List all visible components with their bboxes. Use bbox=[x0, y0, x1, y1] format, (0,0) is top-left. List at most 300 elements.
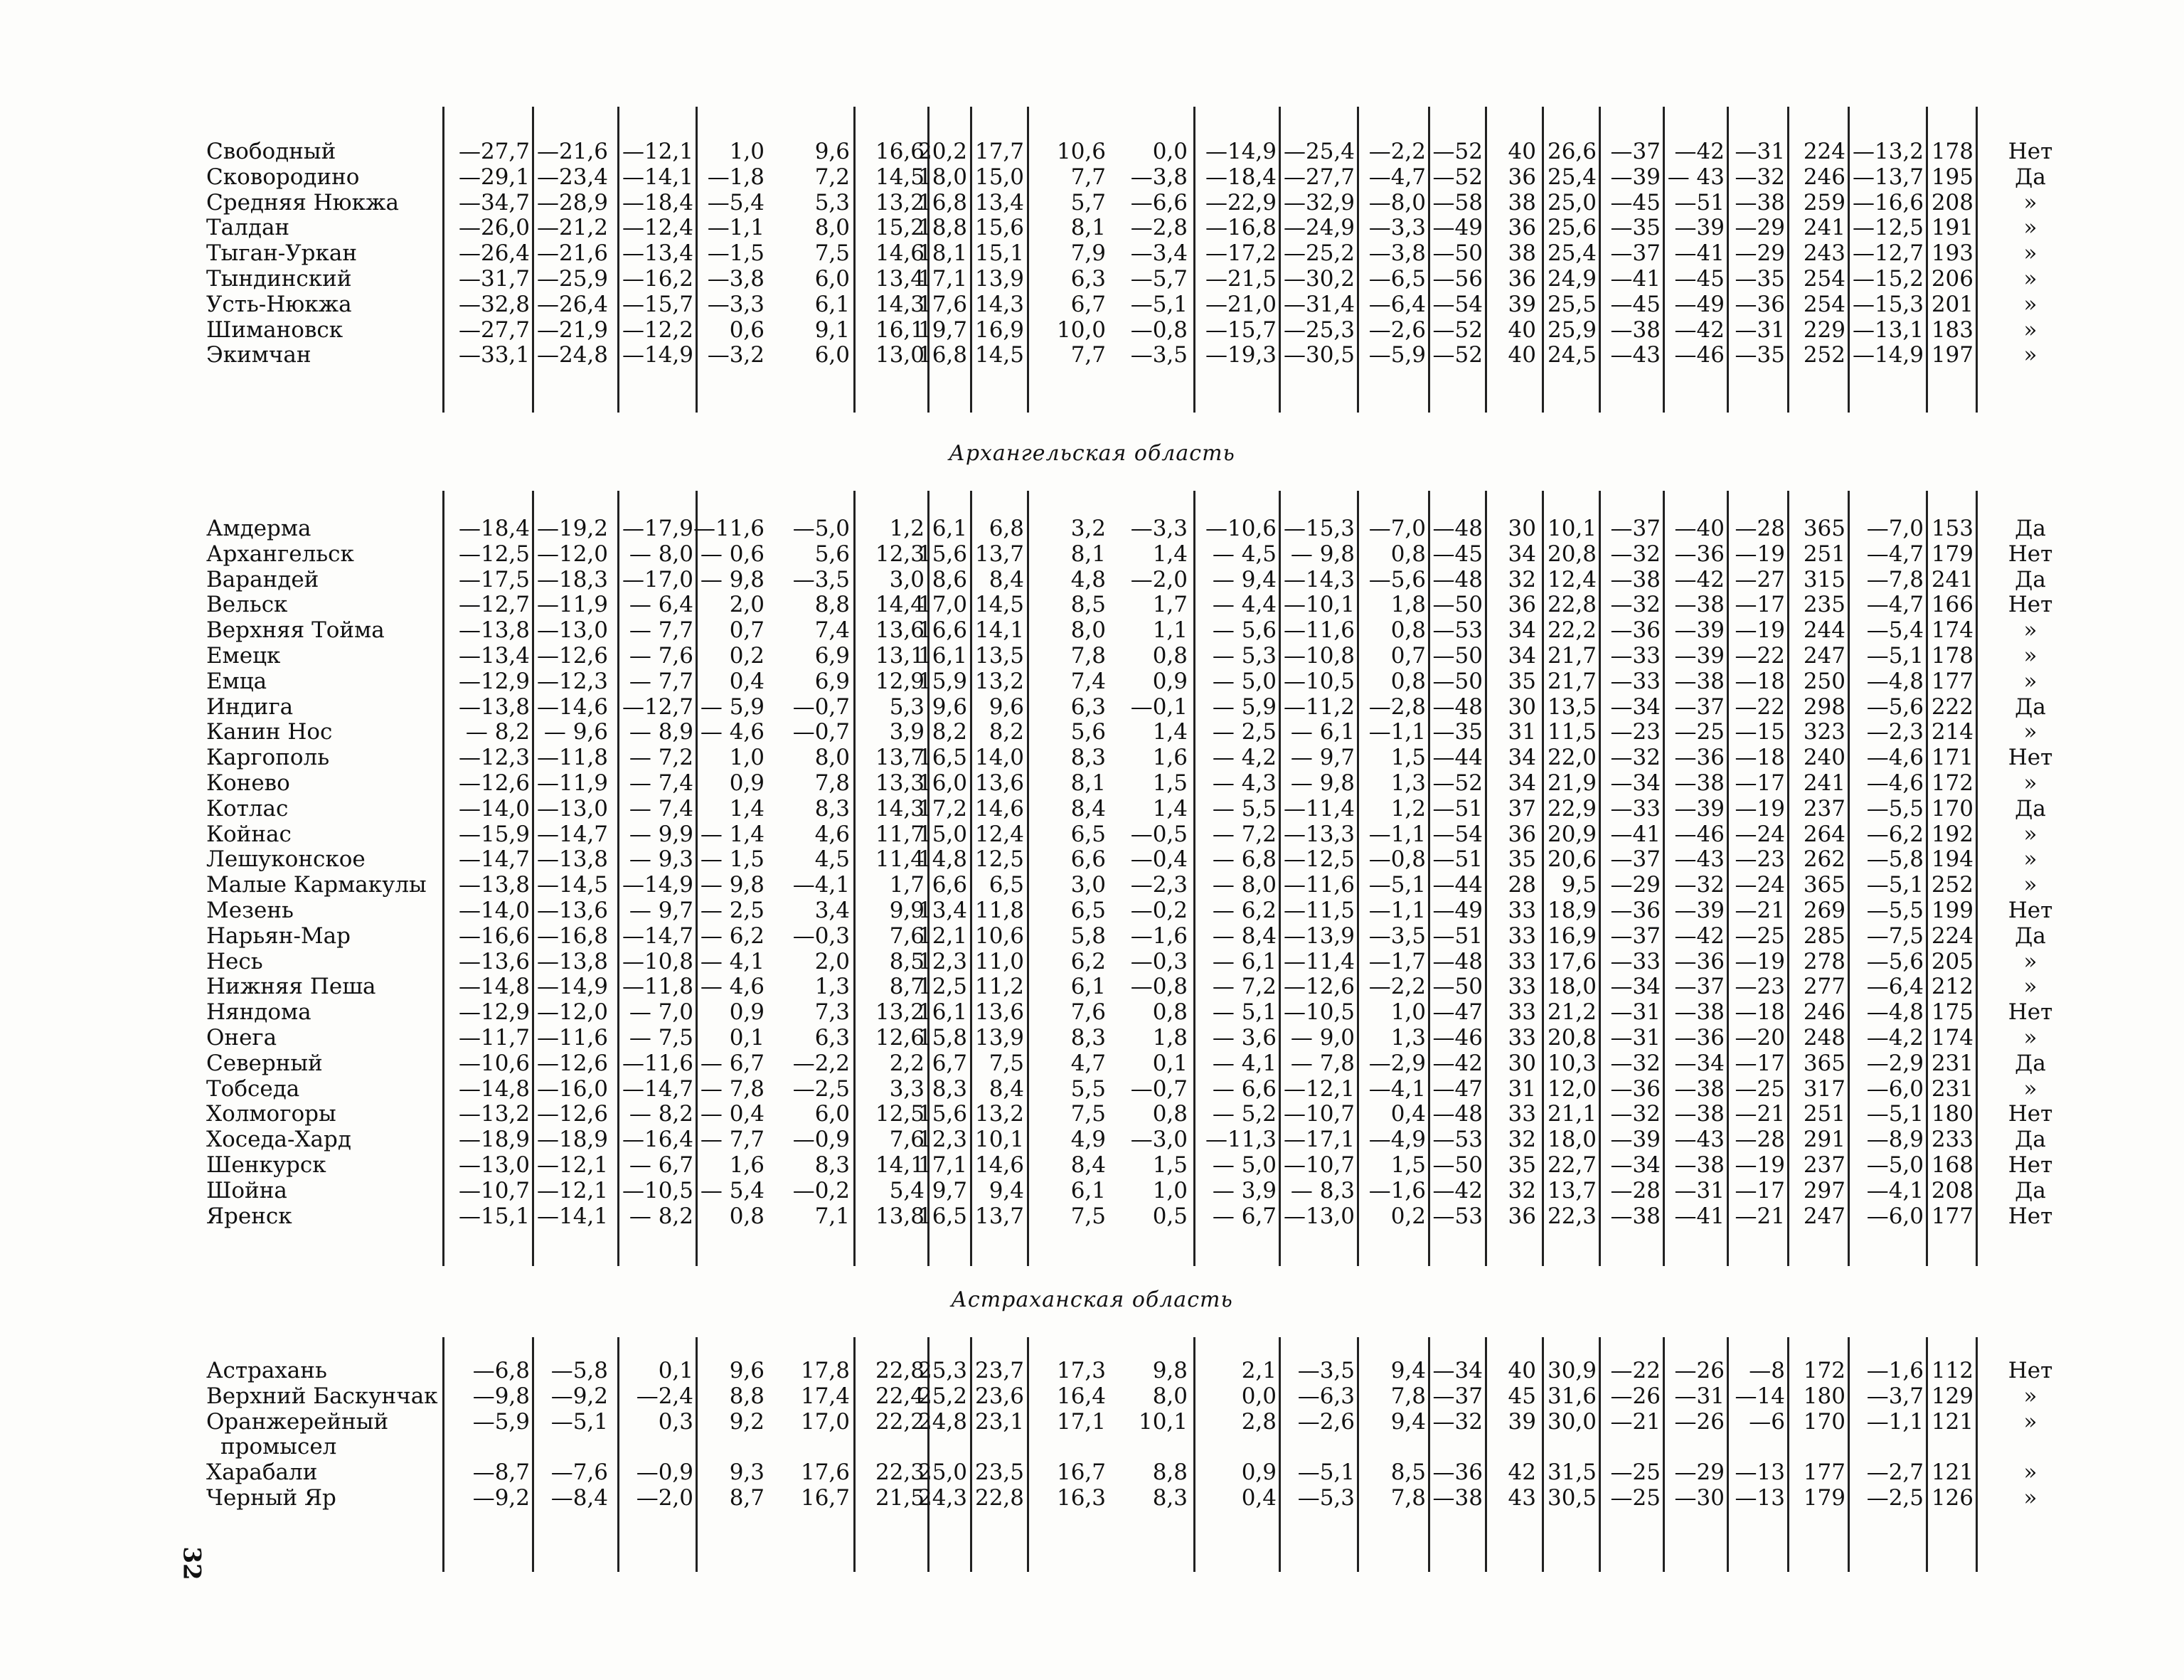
table-cell: —11,6 bbox=[693, 516, 765, 541]
table-cell: 11,8 bbox=[974, 898, 1024, 923]
table-row bbox=[0, 1486, 2184, 1511]
table-cell: 12,5 bbox=[875, 1101, 925, 1127]
table-cell: 9,7 bbox=[932, 1177, 967, 1203]
table-cell: 178 bbox=[1931, 139, 1973, 164]
table-cell: —6,6 bbox=[1130, 189, 1188, 216]
table-cell: — 4,3 bbox=[1212, 770, 1277, 796]
table-cell: 40 bbox=[1508, 1358, 1536, 1383]
table-cell: 251 bbox=[1803, 1101, 1845, 1127]
table-cell: — 7,7 bbox=[700, 1127, 765, 1153]
table-cell: 6,9 bbox=[814, 643, 850, 669]
table-cell: 7,9 bbox=[1070, 240, 1106, 267]
table-cell: —12,6 bbox=[458, 770, 530, 796]
table-cell: 9,9 bbox=[889, 898, 925, 923]
table-cell: 8,4 bbox=[989, 566, 1024, 592]
table-cell: —12,6 bbox=[536, 643, 608, 669]
table-cell: —38 bbox=[1610, 317, 1661, 343]
table-cell: 0,2 bbox=[1390, 1203, 1426, 1229]
table-cell: —17,5 bbox=[458, 566, 530, 592]
table-cell: — 5,4 bbox=[700, 1177, 765, 1203]
table-cell: 32 bbox=[1508, 566, 1536, 592]
table-cell: 1,7 bbox=[889, 872, 925, 898]
table-cell: —5,8 bbox=[1866, 846, 1924, 873]
table-cell: —25 bbox=[1735, 1075, 1785, 1102]
table-cell: —53 bbox=[1432, 617, 1483, 644]
table-cell: —14,9 bbox=[622, 342, 693, 368]
table-cell: —3,5 bbox=[1368, 923, 1426, 949]
table-row bbox=[0, 1127, 2184, 1152]
table-cell: —6,2 bbox=[1866, 821, 1924, 847]
table-cell: 166 bbox=[1931, 592, 1973, 618]
table-cell: —50 bbox=[1432, 240, 1483, 267]
table-cell: 9,6 bbox=[932, 693, 967, 720]
table-cell: 192 bbox=[1931, 821, 1973, 847]
table-cell: — 7,4 bbox=[629, 795, 693, 822]
table-cell: —22,9 bbox=[1205, 189, 1277, 216]
table-cell: —12,3 bbox=[458, 745, 530, 771]
table-cell: 15,6 bbox=[917, 541, 967, 567]
station-name: Конево bbox=[206, 770, 290, 796]
table-cell: 12,3 bbox=[917, 948, 967, 974]
table-cell: —4,6 bbox=[1866, 745, 1924, 771]
table-cell: —15,7 bbox=[622, 291, 693, 317]
table-cell: — 7,5 bbox=[629, 1025, 693, 1051]
table-cell: —2,6 bbox=[1368, 317, 1426, 343]
table-cell: —14,7 bbox=[622, 923, 693, 949]
station-name: Верхний Баскунчак bbox=[206, 1383, 438, 1409]
table-cell: —8,9 bbox=[1866, 1127, 1924, 1153]
table-row bbox=[0, 873, 2184, 898]
table-cell: —30,5 bbox=[1283, 342, 1355, 368]
table-cell: —5,1 bbox=[1866, 872, 1924, 898]
table-cell: —13,0 bbox=[536, 795, 608, 822]
table-cell: —36 bbox=[1610, 617, 1661, 644]
table-cell: 13,5 bbox=[974, 643, 1024, 669]
table-cell: —2,3 bbox=[1130, 872, 1188, 898]
table-cell: 0,8 bbox=[1390, 541, 1426, 567]
table-cell: 179 bbox=[1931, 541, 1973, 567]
table-cell: — 4,4 bbox=[1212, 592, 1277, 618]
table-cell: —50 bbox=[1432, 1152, 1483, 1178]
table-cell: 16,0 bbox=[917, 770, 967, 796]
table-cell: —9,2 bbox=[472, 1485, 530, 1511]
table-cell: Нет bbox=[2008, 1203, 2053, 1229]
table-cell: —44 bbox=[1432, 745, 1483, 771]
table-row bbox=[0, 241, 2184, 266]
table-cell: — 9,7 bbox=[629, 898, 693, 923]
table-cell: 1,6 bbox=[1152, 745, 1188, 771]
table-cell: —47 bbox=[1432, 1075, 1483, 1102]
table-cell: —12,6 bbox=[1283, 974, 1355, 1000]
table-row bbox=[0, 1000, 2184, 1025]
table-cell: 9,6 bbox=[989, 693, 1024, 720]
table-cell: 11,4 bbox=[875, 846, 925, 873]
table-cell: » bbox=[2023, 643, 2037, 669]
station-name: Койнас bbox=[206, 821, 292, 847]
station-name: Малые Кармакулы bbox=[206, 872, 427, 898]
table-cell: —6 bbox=[1749, 1408, 1785, 1435]
table-cell: —43 bbox=[1674, 846, 1725, 873]
table-cell: —4,1 bbox=[1866, 1177, 1924, 1203]
table-cell: 1,3 bbox=[1390, 770, 1426, 796]
table-cell: —31,7 bbox=[458, 266, 530, 292]
station-name: Усть-Нюкжа bbox=[206, 291, 352, 317]
table-cell: — 6,7 bbox=[700, 1050, 765, 1076]
table-cell: 175 bbox=[1931, 999, 1973, 1026]
table-row bbox=[0, 618, 2184, 643]
table-cell: 241 bbox=[1931, 566, 1973, 592]
table-cell: 22,3 bbox=[1547, 1203, 1597, 1229]
table-cell: —39 bbox=[1610, 1127, 1661, 1153]
table-cell: 17,6 bbox=[1547, 948, 1597, 974]
table-cell: —22 bbox=[1735, 643, 1785, 669]
table-cell: —19 bbox=[1735, 1152, 1785, 1178]
table-cell: 14,0 bbox=[974, 745, 1024, 771]
table-row bbox=[0, 1204, 2184, 1229]
table-cell: —15 bbox=[1735, 719, 1785, 745]
table-cell: —21,5 bbox=[1205, 266, 1277, 292]
table-cell: 6,3 bbox=[814, 1025, 850, 1051]
table-cell: —14,8 bbox=[458, 1075, 530, 1102]
table-cell: —17,2 bbox=[1205, 240, 1277, 267]
table-cell: —4,7 bbox=[1866, 592, 1924, 618]
table-cell: 2,0 bbox=[814, 948, 850, 974]
table-cell: 277 bbox=[1803, 974, 1845, 1000]
table-cell: — 5,1 bbox=[1212, 999, 1277, 1026]
table-cell: 5,8 bbox=[1070, 923, 1106, 949]
table-cell: —1,1 bbox=[1368, 821, 1426, 847]
table-cell: —12,5 bbox=[1852, 215, 1924, 241]
table-cell: 38 bbox=[1508, 240, 1536, 267]
table-cell: 35 bbox=[1508, 668, 1536, 694]
table-cell: 0,3 bbox=[658, 1408, 693, 1435]
table-cell: 40 bbox=[1508, 342, 1536, 368]
table-cell: —21,0 bbox=[1205, 291, 1277, 317]
table-cell: 3,9 bbox=[889, 719, 925, 745]
table-cell: 12,4 bbox=[1547, 566, 1597, 592]
table-row bbox=[0, 267, 2184, 292]
table-cell: 15,0 bbox=[917, 821, 967, 847]
table-cell: 174 bbox=[1931, 617, 1973, 644]
table-cell: 243 bbox=[1803, 240, 1845, 267]
table-cell: 0,1 bbox=[729, 1025, 765, 1051]
station-name: Экимчан bbox=[206, 342, 311, 368]
table-cell: — 1,4 bbox=[700, 821, 765, 847]
table-cell: » bbox=[2023, 240, 2037, 267]
table-cell: —21,6 bbox=[536, 139, 608, 164]
table-cell: —9,2 bbox=[550, 1383, 608, 1409]
table-cell: 194 bbox=[1931, 846, 1973, 873]
table-cell: — 4,6 bbox=[700, 974, 765, 1000]
table-cell: 13,4 bbox=[917, 898, 967, 923]
table-cell: 172 bbox=[1931, 770, 1973, 796]
table-cell: » bbox=[2023, 291, 2037, 317]
table-cell: —14,9 bbox=[1205, 139, 1277, 164]
table-cell: 1,0 bbox=[1390, 999, 1426, 1026]
table-cell: 32 bbox=[1508, 1177, 1536, 1203]
table-cell: 17,7 bbox=[974, 139, 1024, 164]
table-cell: —4,7 bbox=[1368, 164, 1426, 190]
table-cell: —6,8 bbox=[472, 1358, 530, 1383]
table-cell: — 7,2 bbox=[1212, 821, 1277, 847]
table-cell: 1,5 bbox=[1152, 1152, 1188, 1178]
table-cell: 31 bbox=[1508, 1075, 1536, 1102]
table-cell: 8,7 bbox=[729, 1485, 765, 1511]
table-cell: —6,0 bbox=[1866, 1075, 1924, 1102]
table-cell: —5,4 bbox=[1866, 617, 1924, 644]
table-row bbox=[0, 669, 2184, 694]
table-cell: 1,8 bbox=[1390, 592, 1426, 618]
table-cell: —41 bbox=[1674, 1203, 1725, 1229]
table-cell: —13,0 bbox=[458, 1152, 530, 1178]
table-cell: 14,6 bbox=[875, 240, 925, 267]
table-cell: —19 bbox=[1735, 541, 1785, 567]
table-cell: 17,1 bbox=[1056, 1408, 1106, 1435]
table-cell: 30,0 bbox=[1547, 1408, 1597, 1435]
table-cell: 17,1 bbox=[917, 1152, 967, 1178]
table-cell: 17,2 bbox=[917, 795, 967, 822]
table-cell: 252 bbox=[1931, 872, 1973, 898]
table-cell: 21,9 bbox=[1547, 770, 1597, 796]
table-cell: —25 bbox=[1610, 1460, 1661, 1486]
table-cell: 6,5 bbox=[989, 872, 1024, 898]
table-cell: 0,9 bbox=[729, 770, 765, 796]
table-cell: 12,3 bbox=[875, 541, 925, 567]
table-cell: — 5,9 bbox=[700, 693, 765, 720]
table-cell: —46 bbox=[1432, 1025, 1483, 1051]
table-cell: —17 bbox=[1735, 1050, 1785, 1076]
table-cell: 22,8 bbox=[1547, 592, 1597, 618]
table-cell: 224 bbox=[1931, 923, 1973, 949]
table-cell: 16,8 bbox=[917, 342, 967, 368]
station-name: Амдерма bbox=[206, 516, 311, 541]
table-cell: 11,2 bbox=[974, 974, 1024, 1000]
table-cell: 17,6 bbox=[917, 291, 967, 317]
table-cell: —11,2 bbox=[1283, 693, 1355, 720]
table-cell: —2,2 bbox=[792, 1050, 850, 1076]
table-cell: » bbox=[2023, 342, 2037, 368]
table-cell: 24,9 bbox=[1547, 266, 1597, 292]
table-cell: 33 bbox=[1508, 1025, 1536, 1051]
table-cell: —13,7 bbox=[1852, 164, 1924, 190]
table-cell: —0,3 bbox=[1130, 948, 1188, 974]
table-cell: 126 bbox=[1931, 1485, 1973, 1511]
table-cell: —34,7 bbox=[458, 189, 530, 216]
table-cell: —17 bbox=[1735, 1177, 1785, 1203]
table-cell: —11,6 bbox=[1283, 872, 1355, 898]
table-cell: 6,9 bbox=[814, 668, 850, 694]
table-cell: —5,7 bbox=[1130, 266, 1188, 292]
table-cell: 195 bbox=[1931, 164, 1973, 190]
table-cell: — 7,7 bbox=[629, 617, 693, 644]
table-cell: 34 bbox=[1508, 617, 1536, 644]
table-cell: 222 bbox=[1931, 693, 1973, 720]
table-row bbox=[0, 1410, 2184, 1435]
table-cell: 6,5 bbox=[1070, 898, 1106, 923]
table-row bbox=[0, 139, 2184, 164]
table-cell: 1,6 bbox=[729, 1152, 765, 1178]
table-cell: — 5,0 bbox=[1212, 1152, 1277, 1178]
table-cell: —46 bbox=[1674, 821, 1725, 847]
table-cell: —19 bbox=[1735, 795, 1785, 822]
table-cell: 8,3 bbox=[1070, 745, 1106, 771]
table-cell: —7,8 bbox=[1866, 566, 1924, 592]
table-cell: —13,8 bbox=[458, 872, 530, 898]
table-cell: 14,3 bbox=[875, 291, 925, 317]
table-cell: 251 bbox=[1803, 541, 1845, 567]
table-cell: 177 bbox=[1931, 668, 1973, 694]
table-cell: Да bbox=[2015, 1177, 2046, 1203]
table-cell: —48 bbox=[1432, 693, 1483, 720]
table-cell: 9,8 bbox=[1152, 1358, 1188, 1383]
table-cell: — 9,6 bbox=[543, 719, 608, 745]
table-row bbox=[0, 165, 2184, 190]
table-cell: —53 bbox=[1432, 1127, 1483, 1153]
table-cell: » bbox=[2023, 770, 2037, 796]
table-cell: 23,7 bbox=[974, 1358, 1024, 1383]
table-cell: —1,7 bbox=[1368, 948, 1426, 974]
table-cell: —10,8 bbox=[1283, 643, 1355, 669]
station-name: Шенкурск bbox=[206, 1152, 326, 1178]
table-cell: 36 bbox=[1508, 1203, 1536, 1229]
table-cell: 6,8 bbox=[989, 516, 1024, 541]
table-row bbox=[0, 516, 2184, 541]
station-name: Мезень bbox=[206, 898, 294, 923]
table-cell: 13,9 bbox=[974, 266, 1024, 292]
table-cell: —0,3 bbox=[792, 923, 850, 949]
table-cell: —27 bbox=[1735, 566, 1785, 592]
table-cell: 21,1 bbox=[1547, 1101, 1597, 1127]
table-cell: 13,6 bbox=[974, 999, 1024, 1026]
table-cell: Да bbox=[2015, 164, 2046, 190]
table-cell: 285 bbox=[1803, 923, 1845, 949]
table-cell: —16,8 bbox=[536, 923, 608, 949]
table-cell: 3,0 bbox=[1070, 872, 1106, 898]
table-cell: —5,0 bbox=[792, 516, 850, 541]
table-cell: 23,5 bbox=[974, 1460, 1024, 1486]
table-cell: 38 bbox=[1508, 189, 1536, 216]
station-name: Верхняя Тойма bbox=[206, 617, 385, 644]
table-cell: Нет bbox=[2008, 1152, 2053, 1178]
table-cell: 22,0 bbox=[1547, 745, 1597, 771]
table-cell: —13,0 bbox=[1283, 1203, 1355, 1229]
table-cell: —13 bbox=[1735, 1485, 1785, 1511]
table-cell: —7,5 bbox=[1866, 923, 1924, 949]
table-cell: —2,2 bbox=[1368, 974, 1426, 1000]
table-cell: » bbox=[2023, 215, 2037, 241]
table-cell: —21 bbox=[1610, 1408, 1661, 1435]
table-row bbox=[0, 974, 2184, 999]
table-cell: —31 bbox=[1735, 139, 1785, 164]
table-cell: 33 bbox=[1508, 898, 1536, 923]
table-cell: —39 bbox=[1674, 643, 1725, 669]
table-cell: 16,6 bbox=[917, 617, 967, 644]
table-cell: 25,6 bbox=[1547, 215, 1597, 241]
table-cell: Нет bbox=[2008, 541, 2053, 567]
table-cell: 13,2 bbox=[974, 1101, 1024, 1127]
table-cell: —10,7 bbox=[1283, 1101, 1355, 1127]
table-cell: —38 bbox=[1432, 1485, 1483, 1511]
table-cell: 10,0 bbox=[1056, 317, 1106, 343]
table-cell: — 9,4 bbox=[1212, 566, 1277, 592]
table-cell: —15,3 bbox=[1852, 291, 1924, 317]
table-cell: 8,0 bbox=[1152, 1383, 1188, 1409]
table-cell: 14,3 bbox=[875, 795, 925, 822]
table-row bbox=[0, 318, 2184, 343]
table-cell: —5,1 bbox=[1866, 1101, 1924, 1127]
station-name: Няндома bbox=[206, 999, 311, 1026]
table-cell: —0,2 bbox=[792, 1177, 850, 1203]
table-cell: 33 bbox=[1508, 923, 1536, 949]
table-cell: —3,5 bbox=[1297, 1358, 1355, 1383]
table-cell: » bbox=[2023, 1408, 2037, 1435]
table-cell: — 5,9 bbox=[1212, 693, 1277, 720]
table-cell: 180 bbox=[1803, 1383, 1845, 1409]
table-cell: 32 bbox=[1508, 1127, 1536, 1153]
table-cell: 13,2 bbox=[974, 668, 1024, 694]
table-cell: 20,6 bbox=[1547, 846, 1597, 873]
table-cell: — 2,5 bbox=[1212, 719, 1277, 745]
table-row bbox=[0, 847, 2184, 872]
table-cell: 7,2 bbox=[814, 164, 850, 190]
table-cell: 13,2 bbox=[875, 189, 925, 216]
table-cell: —13,2 bbox=[458, 1101, 530, 1127]
table-cell: 0,1 bbox=[658, 1358, 693, 1383]
table-cell: 6,5 bbox=[1070, 821, 1106, 847]
table-cell: —6,3 bbox=[1297, 1383, 1355, 1409]
table-cell: 8,4 bbox=[989, 1075, 1024, 1102]
table-cell: —14,6 bbox=[536, 693, 608, 720]
table-cell: —6,0 bbox=[1866, 1203, 1924, 1229]
table-cell: 129 bbox=[1931, 1383, 1973, 1409]
table-cell: 17,1 bbox=[917, 266, 967, 292]
table-cell: —36 bbox=[1610, 898, 1661, 923]
table-cell: —18,9 bbox=[536, 1127, 608, 1153]
table-cell: 8,6 bbox=[932, 566, 967, 592]
table-cell: —5,9 bbox=[1368, 342, 1426, 368]
table-cell: —14,3 bbox=[1283, 566, 1355, 592]
table-cell: 13,8 bbox=[875, 1203, 925, 1229]
table-cell: 3,2 bbox=[1070, 516, 1106, 541]
table-cell: 0,8 bbox=[1152, 643, 1188, 669]
table-cell: —30 bbox=[1674, 1485, 1725, 1511]
table-cell: 323 bbox=[1803, 719, 1845, 745]
table-cell: —17,1 bbox=[1283, 1127, 1355, 1153]
table-cell: —37 bbox=[1610, 240, 1661, 267]
table-cell: 14,6 bbox=[974, 795, 1024, 822]
table-cell: 13,9 bbox=[974, 1025, 1024, 1051]
table-cell: 24,3 bbox=[917, 1485, 967, 1511]
station-name: Средняя Нюкжа bbox=[206, 189, 400, 216]
table-cell: —26,4 bbox=[536, 291, 608, 317]
table-cell: 7,8 bbox=[1070, 643, 1106, 669]
table-row bbox=[0, 542, 2184, 567]
table-cell: —3,3 bbox=[1368, 215, 1426, 241]
table-cell: —37 bbox=[1674, 974, 1725, 1000]
table-cell: 262 bbox=[1803, 846, 1845, 873]
station-name: Сковородино bbox=[206, 164, 360, 190]
table-cell: 15,1 bbox=[974, 240, 1024, 267]
table-cell: 22,4 bbox=[875, 1383, 925, 1409]
table-cell: — 9,8 bbox=[1290, 770, 1355, 796]
table-cell: 259 bbox=[1803, 189, 1845, 216]
table-cell: 247 bbox=[1803, 1203, 1845, 1229]
table-cell: 21,5 bbox=[875, 1485, 925, 1511]
table-cell: —5,1 bbox=[1297, 1460, 1355, 1486]
table-cell: 15,6 bbox=[917, 1101, 967, 1127]
table-cell: —54 bbox=[1432, 291, 1483, 317]
table-cell: 13,1 bbox=[875, 643, 925, 669]
